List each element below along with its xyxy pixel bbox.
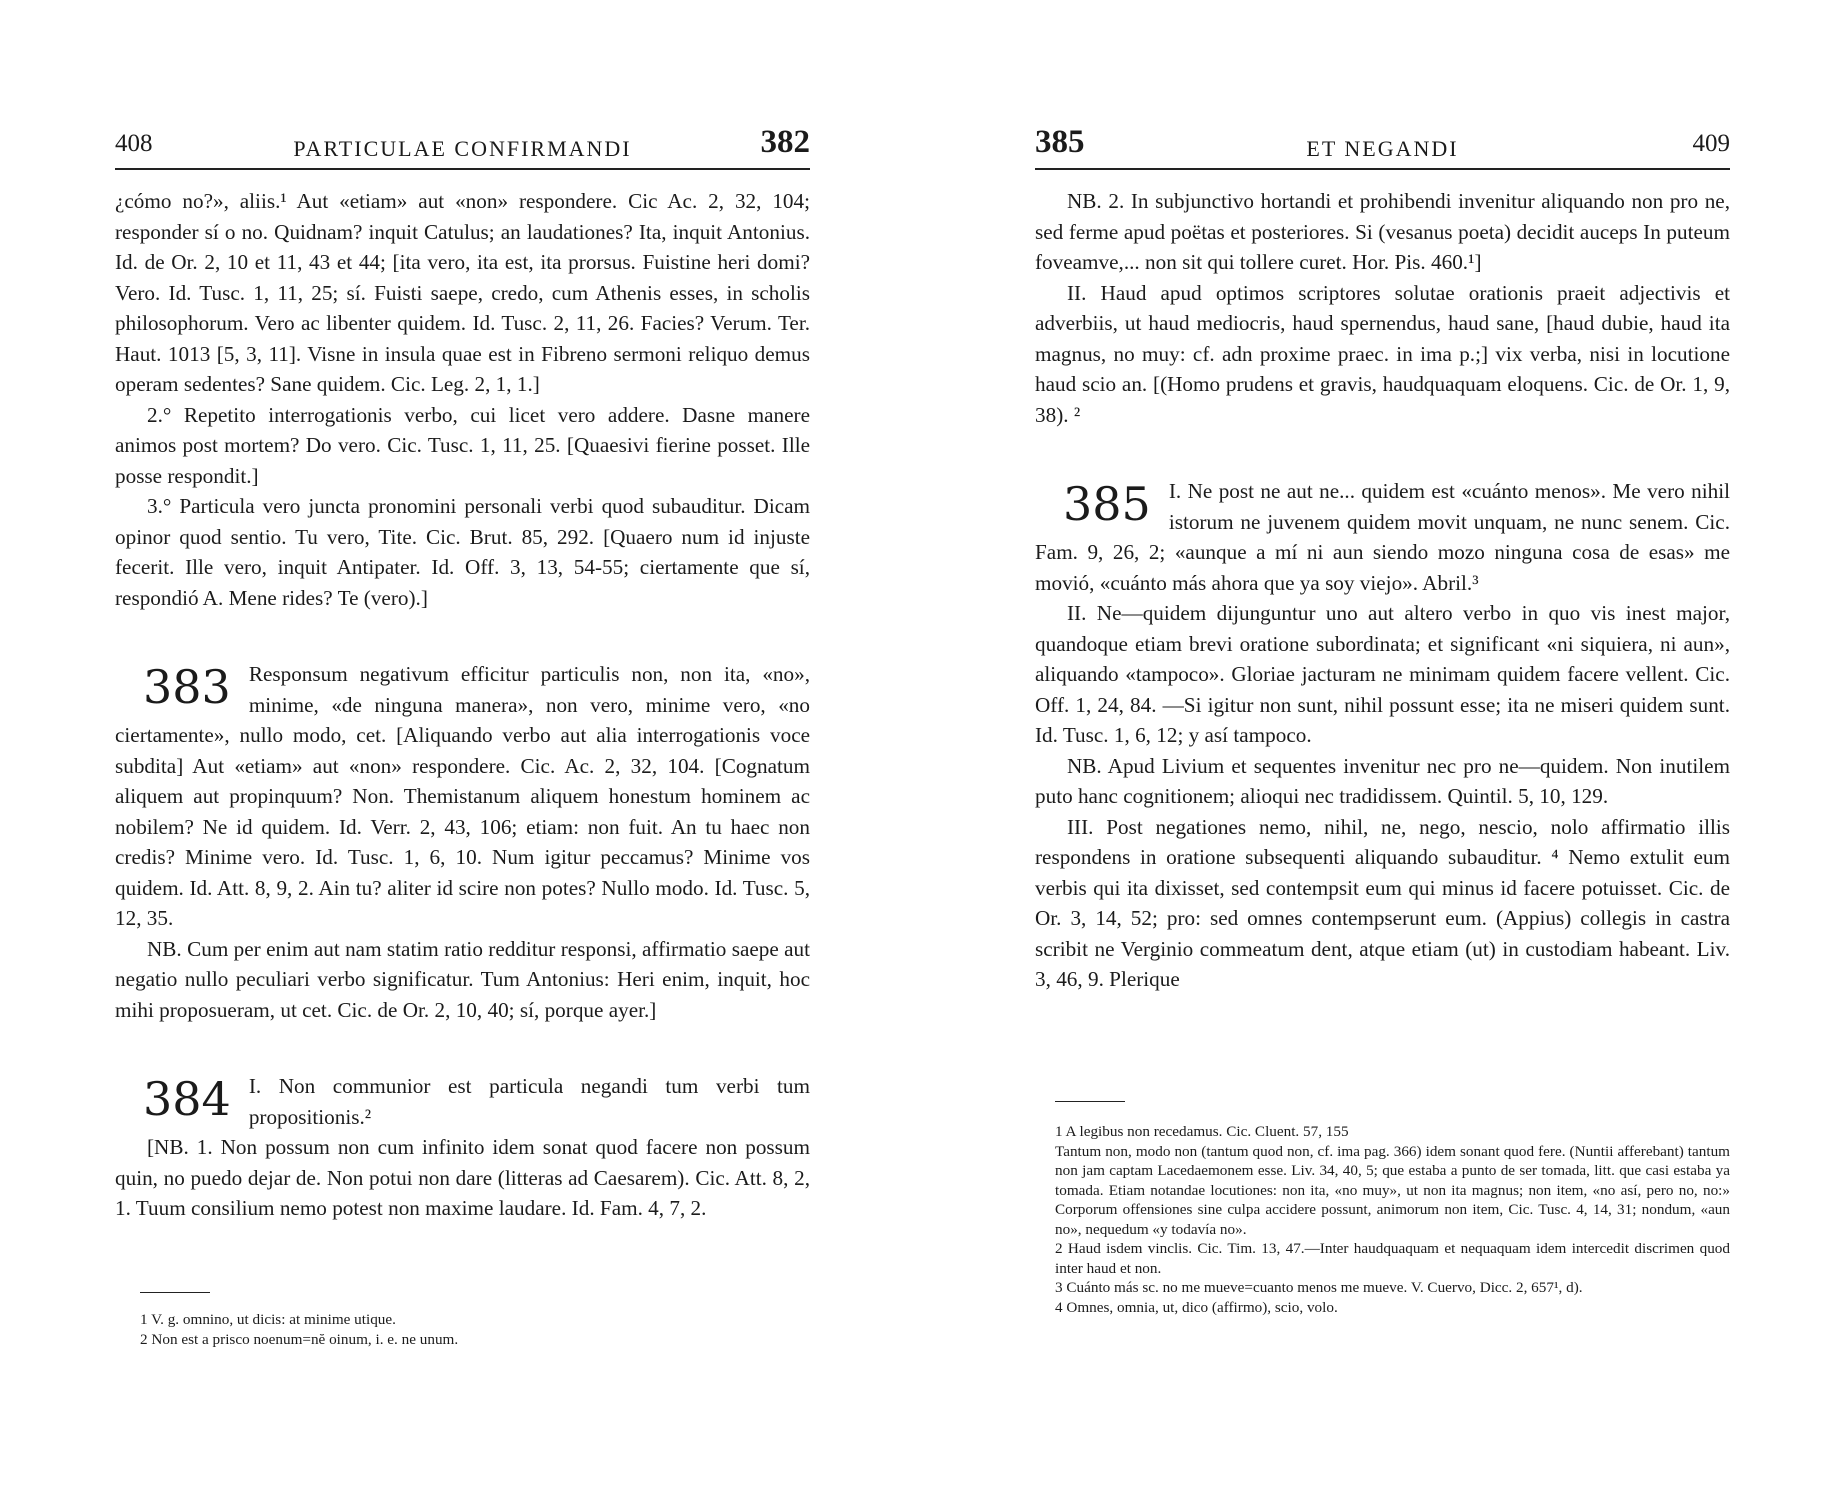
footnote: 3 Cuánto más sc. no me mueve=cuanto menos me mueve. V. Cuervo, Dicc. 2, 657¹, d). — [1055, 1279, 1583, 1296]
section-383 — [115, 659, 810, 1025]
right-page — [915, 0, 1830, 1500]
paragraph: Responsum negativum efficitur particulis non, non ita, «no», minime, «de ninguna manera», non vero, minime vero, «no ciertamente», nullo modo, cet. [Aliquando verbo aut alia interrogationis voce subdita] Aut «etiam» aut «non» respondere. Cic. Ac. 2, 32, 104. [Cognatum aliquem aut propinquum? Non. Themistanum aliquem honestum hominem ac nobilem? Ne id quidem. Id. Verr. 2, 43, 106; etiam: non fuit. An tu haec non credis? Minime vero. Id. Tusc. 1, 6, 10. Num igitur peccamus? Minime vos quidem. Id. Att. 8, 9, 2. Ain tu? aliter id scire non potes? Nullo modo. Id. Tusc. 5, 12, 35. — [115, 662, 810, 930]
footnote-rule — [140, 1292, 210, 1293]
section-number: 383 — [143, 660, 231, 714]
page-number: 409 — [1692, 130, 1730, 157]
section-384 — [115, 1071, 810, 1224]
paragraph: [NB. 1. Non possum non cum infinito idem sonat quod facere non possum quin, no puedo dejar de. Non potui non dare (litteras ad Caesarem). Cic. Att. 8, 2, 1. Tuum consilium nemo potest non maxime laudare. Id. Fam. 4, 7, 2. — [115, 1135, 810, 1220]
paragraph: I. Ne post ne aut ne... quidem est «cuánto menos». Me vero nihil istorum ne juvenem quidem movit unquam, ne nunc senem. Cic. Fam. 9, 26, 2; «aunque a mí ni aun siendo mozo ninguna cosa de esas» me movió, «cuánto más ahora que ya soy viejo». Abril.³ — [1035, 479, 1730, 595]
paragraph: 2.° Repetito interrogationis verbo, cui licet vero addere. Dasne manere animos post mortem? Do vero. Cic. Tusc. 1, 11, 25. [Quaesivi fierine posset. Ille posse respondit.] — [115, 402, 810, 488]
running-title: ET NEGANDI — [1306, 136, 1459, 161]
section-number: 385 — [1063, 477, 1151, 531]
page-number: 408 — [115, 130, 153, 157]
footnote: 2 Non est a prisco noenum=nĕ oinum, i. e. ne unum. — [140, 1330, 459, 1348]
paragraph: ¿cómo no?», aliis.¹ Aut «etiam» aut «non» respondere. Cic Ac. 2, 32, 104; responder sí o no. Quidnam? inquit Catulus; an laudationes? Ita, inquit Antonius. Id. de Or. 2, 10 et 11, 43 et 44; [ita vero, ita est, ita prorsus. Fuistine heri domi? Vero. Id. Tusc. 1, 11, 25; sí. Fuisti saepe, credo, cum Athenis esses, in scholis philosophorum. Vero ac libenter quidem. Id. Tusc. 2, 11, 26. Facies? Verum. Ter. Haut. 1013 [5, 3, 11]. Visne in insula quae est in Fibreno sermoni reliquo demus operam sedentes? Sane quidem. Cic. Leg. 2, 1, 1.] — [115, 189, 810, 396]
footnote: Tantum non, modo non (tantum quod non, cf. ima pag. 366) idem sonant quod fere. (Nuntii afferebant) tantum non jam captam Lacedaemonem esse. Liv. 34, 40, 5; que estaba a punto de ser tomada, litt. que casi estaba ya tomada. Etiam notandae locutiones: non ita, «no muy», ut non ita magnus; non item, «no así, pero no, no:» Corporum offensiones sine culpa accidere possunt, animorum non item, Cic. Tusc. 4, 14, 31; nondum, «aun no», nequedum «y todavía no». — [1055, 1142, 1730, 1238]
section-385 — [1035, 476, 1730, 995]
footnote: 1 V. g. omnino, ut dicis: at minime utique. — [140, 1311, 396, 1328]
section-number-header: 385 — [1035, 124, 1085, 160]
paragraph: II. Haud apud optimos scriptores solutae orationis praeit adjectivis et adverbiis, ut haud mediocris, haud spernendus, haud sane, [haud dubie, haud ita magnus, no muy: cf. adn proxime praec. in ima p.;] vix verba, nisi in locutione haud scio an. [(Homo prudens et gravis, haudquaquam eloquens. Cic. de Or. 1, 9, 38). ² — [1035, 280, 1730, 427]
paragraph: I. Non communior est particula negandi tum verbi tum propositionis.² — [248, 1074, 810, 1129]
paragraph: NB. Apud Livium et sequentes invenitur nec pro ne—quidem. Non inutilem puto hanc cognitionem; alioqui nec tradidissem. Quintil. 5, 10, 129. — [1035, 753, 1730, 808]
paragraph: III. Post negationes nemo, nihil, ne, nego, nescio, nolo affirmatio illis respondens in oratione subsequenti aliquando subauditur. ⁴ Nemo extulit eum verbis qui ita dixisset, sed contempsit eum qui minus id facere potuisset. Cic. de Or. 3, 14, 52; pro: sed omnes contempserunt eum. (Appius) collegis in castra scribit ne Verginio commeatum dent, atque etiam (ut) in custodiam habeant. Liv. 3, 46, 9. Plerique — [1035, 814, 1730, 991]
paragraph: NB. Cum per enim aut nam statim ratio redditur responsi, affirmatio saepe aut negatio nullo peculiari verbo significatur. Tum Antonius: Heri enim, inquit, hoc mihi proposueram, ut cet. Cic. de Or. 2, 10, 40; sí, porque ayer.] — [115, 936, 810, 1022]
footnote: 4 Omnes, omnia, ut, dico (affirmo), scio, volo. — [1055, 1298, 1338, 1316]
footnotes — [1055, 1122, 1730, 1317]
running-title: PARTICULAE CONFIRMANDI — [293, 136, 632, 161]
footnote: 2 Haud isdem vinclis. Cic. Tim. 13, 47.—Inter haudquaquam et nequaquam idem intercedit discrimen quod inter haud et non. — [1055, 1240, 1730, 1277]
running-header-right — [1035, 122, 1730, 170]
paragraph: 3.° Particula vero juncta pronomini personali verbi quod subauditur. Dicam opinor quod sentio. Tu vero, Tite. Cic. Brut. 85, 292. [Quaero num id injuste fecerit. Ille vero, inquit Antipater. Id. Off. 3, 13, 54-55; ciertamente que sí, respondió A. Mene rides? Te (vero).] — [115, 494, 810, 610]
running-header-left — [115, 122, 810, 170]
left-text-column — [115, 186, 810, 1224]
footnote-rule — [1055, 1101, 1125, 1102]
footnote: 1 A legibus non recedamus. Cic. Cluent. 57, 155 — [1055, 1123, 1349, 1140]
section-number-header: 382 — [760, 124, 810, 160]
footnotes — [140, 1310, 810, 1349]
paragraph: NB. 2. In subjunctivo hortandi et prohibendi invenitur aliquando non pro ne, sed ferme apud poëtas et posteriores. Si (vesanus poeta) decidit auceps In puteum foveamve,... non sit qui tollere curet. Hor. Pis. 460.¹] — [1035, 189, 1730, 274]
right-text-column — [1035, 186, 1730, 995]
section-number: 384 — [143, 1072, 231, 1126]
paragraph: II. Ne—quidem dijunguntur uno aut altero verbo in quo vis inest major, quandoque etiam brevi oratione subordinata; et significant «ni siquiera, ni aun», aliquando «tampoco». Gloriae jacturam ne minimam quidem facere vellent. Cic. Off. 1, 24, 84. —Si igitur non sunt, nihil possunt esse; ita ne miseri quidem sunt. Id. Tusc. 1, 6, 12; y así tampoco. — [1035, 601, 1730, 747]
